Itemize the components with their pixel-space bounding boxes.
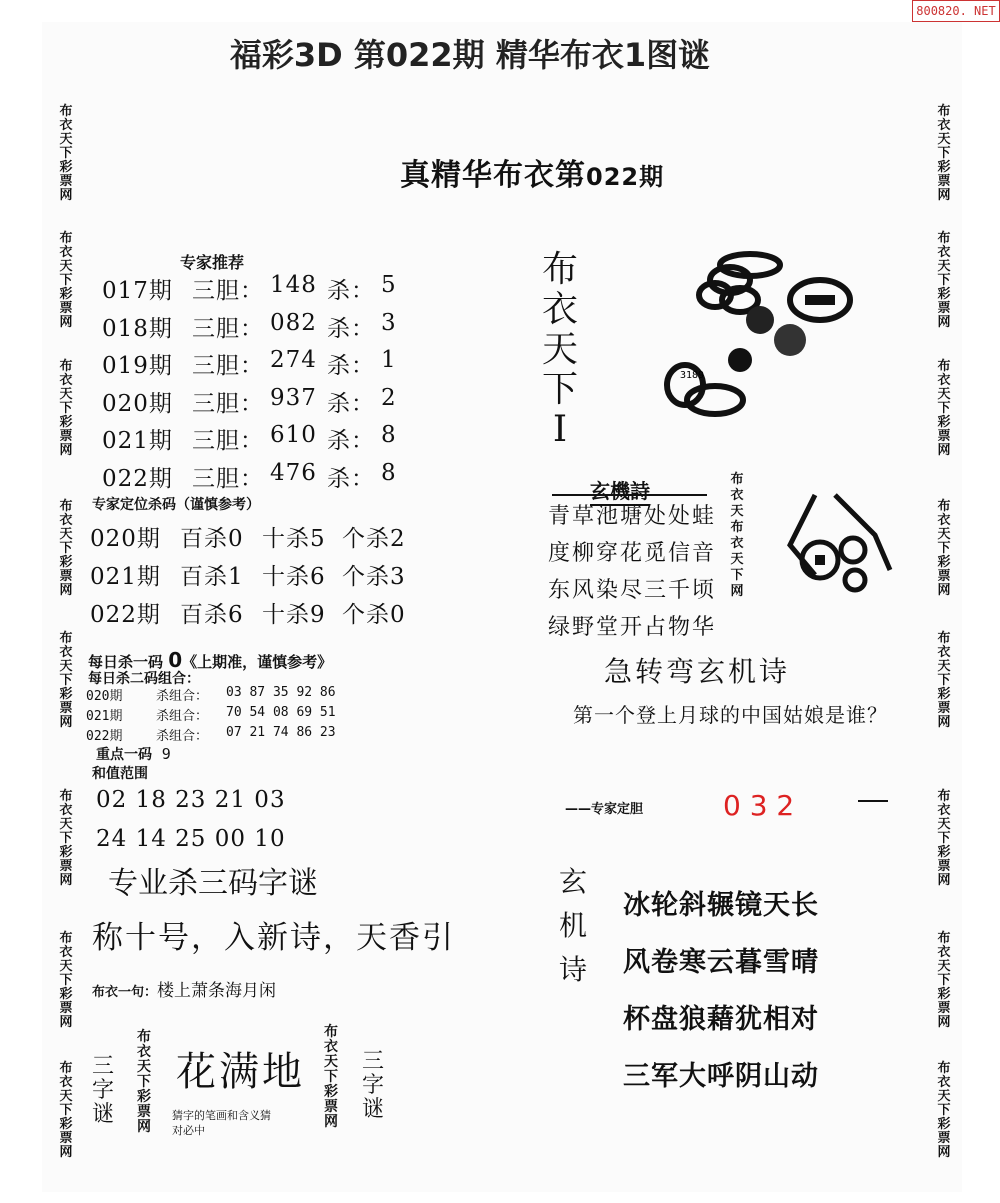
kill-label: 杀： (327, 353, 375, 379)
expert-recommend-heading: 专家推荐 (180, 253, 245, 272)
combo-label: 杀组合： (156, 709, 209, 724)
sum-row-1: 02 18 23 21 03 (96, 787, 286, 813)
combo-codes: 03 87 35 92 86 (226, 685, 336, 700)
vertical-brand: 布 衣 天 下 I (541, 249, 578, 450)
chain-image (640, 245, 870, 425)
side-label-right: 布 衣 天 下 彩 票 网 (937, 631, 951, 730)
bottom-brand-left: 布 衣 天 下 彩 票 网 (137, 1029, 151, 1135)
combo-period: 022期 (86, 729, 123, 744)
side-label-right: 布 衣 天 下 彩 票 网 (937, 931, 951, 1030)
svg-text:3189: 3189 (680, 370, 705, 381)
side-label-left: 布 衣 天 下 彩 票 网 (59, 499, 73, 598)
kill-value: 2 (381, 384, 397, 411)
dan-rule (858, 800, 888, 802)
side-label-left: 布 衣 天 下 彩 票 网 (59, 1061, 73, 1160)
side-label-right: 布 衣 天 下 彩 票 网 (937, 231, 951, 330)
pos-bai: 百杀6 (180, 602, 244, 628)
riddle-line: 称十号，入新诗，天香引 (92, 920, 455, 956)
pos-period: 020期 (90, 526, 161, 552)
main-title: 真精华布衣第022期 (400, 158, 665, 193)
side-label-left: 布 衣 天 下 彩 票 网 (59, 789, 73, 888)
dan-label: 三胆： (192, 315, 264, 342)
kill-label: 杀： (327, 428, 375, 454)
combo-label: 杀组合： (156, 689, 209, 704)
period-cell: 021期 (102, 428, 173, 454)
pos-shi: 十杀9 (262, 602, 326, 628)
sum-range-label: 和值范围 (92, 766, 148, 782)
side-label-right: 布 衣 天 下 彩 票 网 (937, 789, 951, 888)
side-label-right: 布 衣 天 下 彩 票 网 (937, 359, 951, 458)
watermark: 800820. NET (912, 0, 1000, 22)
side-label-left: 布 衣 天 下 彩 票 网 (59, 359, 73, 458)
pos-bai: 百杀0 (180, 526, 244, 552)
riddle-heading: 专业杀三码字谜 (108, 866, 318, 901)
bottom-brand-right: 布 衣 天 下 彩 票 网 (324, 1024, 338, 1130)
daily-kill-line: 每日杀一码 0《上期准，谨慎参考》 (88, 648, 333, 672)
period-cell: 018期 (102, 315, 173, 342)
riddle-answer: 花满地 (176, 1049, 305, 1095)
page-title: 福彩3D 第022期 精华布衣1图谜 (229, 36, 711, 74)
expert-dan-value: 0 3 2 (723, 789, 795, 822)
position-kill-heading: 专家定位杀码（谨慎参考） (92, 497, 260, 513)
dan-label: 三胆： (192, 390, 264, 417)
side-label-left: 布 衣 天 下 彩 票 网 (59, 104, 73, 203)
kill-value: 5 (381, 272, 397, 298)
pos-ge: 个杀0 (342, 602, 406, 628)
daily-kill2-label: 每日杀二码组合： (88, 671, 200, 687)
dan-value: 082 (270, 309, 317, 336)
xuanji-lines (623, 877, 819, 1105)
key-code: 重点一码 9 (96, 745, 171, 763)
poem-lines (548, 498, 716, 646)
pos-bai: 百杀1 (180, 564, 244, 590)
dan-label: 三胆： (192, 428, 264, 454)
xuanji-line: 风卷寒云暮雪晴 (623, 947, 819, 978)
dan-value: 148 (270, 272, 317, 298)
pos-shi: 十杀5 (262, 526, 326, 552)
pos-period: 021期 (90, 564, 161, 590)
combo-codes: 07 21 74 86 23 (226, 725, 336, 740)
xuanji-line: 杯盘狼藉犹相对 (623, 1004, 819, 1035)
dan-label: 三胆： (192, 278, 264, 304)
combo-period: 021期 (86, 709, 123, 724)
side-label-right: 布 衣 天 下 彩 票 网 (937, 499, 951, 598)
sum-row-2: 24 14 25 00 10 (96, 826, 286, 852)
side-label-right: 布 衣 天 下 彩 票 网 (937, 104, 951, 203)
pos-period: 022期 (90, 602, 161, 628)
left-riddle-tag: 三 字 谜 (91, 1054, 114, 1127)
poem-line: 绿野堂开占物华 (548, 615, 717, 640)
kill-value: 3 (381, 309, 397, 336)
poem-rule (552, 494, 707, 496)
side-label-left: 布 衣 天 下 彩 票 网 (59, 931, 73, 1030)
period-cell: 019期 (102, 353, 173, 379)
pos-ge: 个杀3 (342, 564, 406, 590)
riddle-note: 猜字的笔画和含义猜 对必中 (172, 1109, 271, 1137)
expert-dan-label: ——专家定胆 (565, 802, 644, 817)
kill-label: 杀： (327, 278, 375, 304)
kill-label: 杀： (327, 315, 375, 342)
period-cell: 020期 (102, 390, 173, 417)
dan-value: 476 (270, 459, 317, 486)
period-cell: 017期 (102, 278, 173, 304)
right-riddle-tag: 三 字 谜 (361, 1049, 384, 1122)
urgent-question: 第一个登上月球的中国姑娘是谁？ (573, 703, 888, 727)
buyi-line: 布衣一句：楼上萧条海月闲 (92, 981, 277, 1001)
kill-label: 杀： (327, 390, 375, 417)
combo-codes: 70 54 08 69 51 (226, 705, 336, 720)
dan-label: 三胆： (192, 465, 264, 492)
combo-label: 杀组合： (156, 729, 209, 744)
dan-value: 274 (270, 347, 317, 373)
period-cell: 022期 (102, 465, 173, 492)
poem-line: 青草池塘处处蛙 (548, 504, 717, 529)
urgent-title: 急转弯玄机诗 (604, 655, 791, 688)
coins-image (775, 485, 905, 605)
kill-value: 8 (381, 422, 397, 448)
poem-brand: 布 衣 天 布 衣 天 下 网 (730, 472, 744, 599)
side-label-left: 布 衣 天 下 彩 票 网 (59, 631, 73, 730)
kill-value: 8 (381, 459, 397, 486)
poem-title: 玄機詩 (590, 475, 650, 506)
kill-label: 杀： (327, 465, 375, 492)
side-label-right: 布 衣 天 下 彩 票 网 (937, 1061, 951, 1160)
pos-shi: 十杀6 (262, 564, 326, 590)
dan-label: 三胆： (192, 353, 264, 379)
poem-line: 度柳穿花觅信音 (548, 541, 717, 566)
xuanji-label: 玄 机 诗 (558, 865, 587, 986)
dan-value: 937 (270, 384, 317, 411)
dan-value: 610 (270, 422, 317, 448)
pos-ge: 个杀2 (342, 526, 406, 552)
side-label-left: 布 衣 天 下 彩 票 网 (59, 231, 73, 330)
xuanji-line: 冰轮斜辗镜天长 (623, 890, 819, 921)
kill-value: 1 (381, 347, 397, 373)
xuanji-line: 三军大呼阴山动 (623, 1061, 819, 1092)
poem-line: 东风染尽三千顷 (548, 578, 717, 603)
combo-period: 020期 (86, 689, 123, 704)
